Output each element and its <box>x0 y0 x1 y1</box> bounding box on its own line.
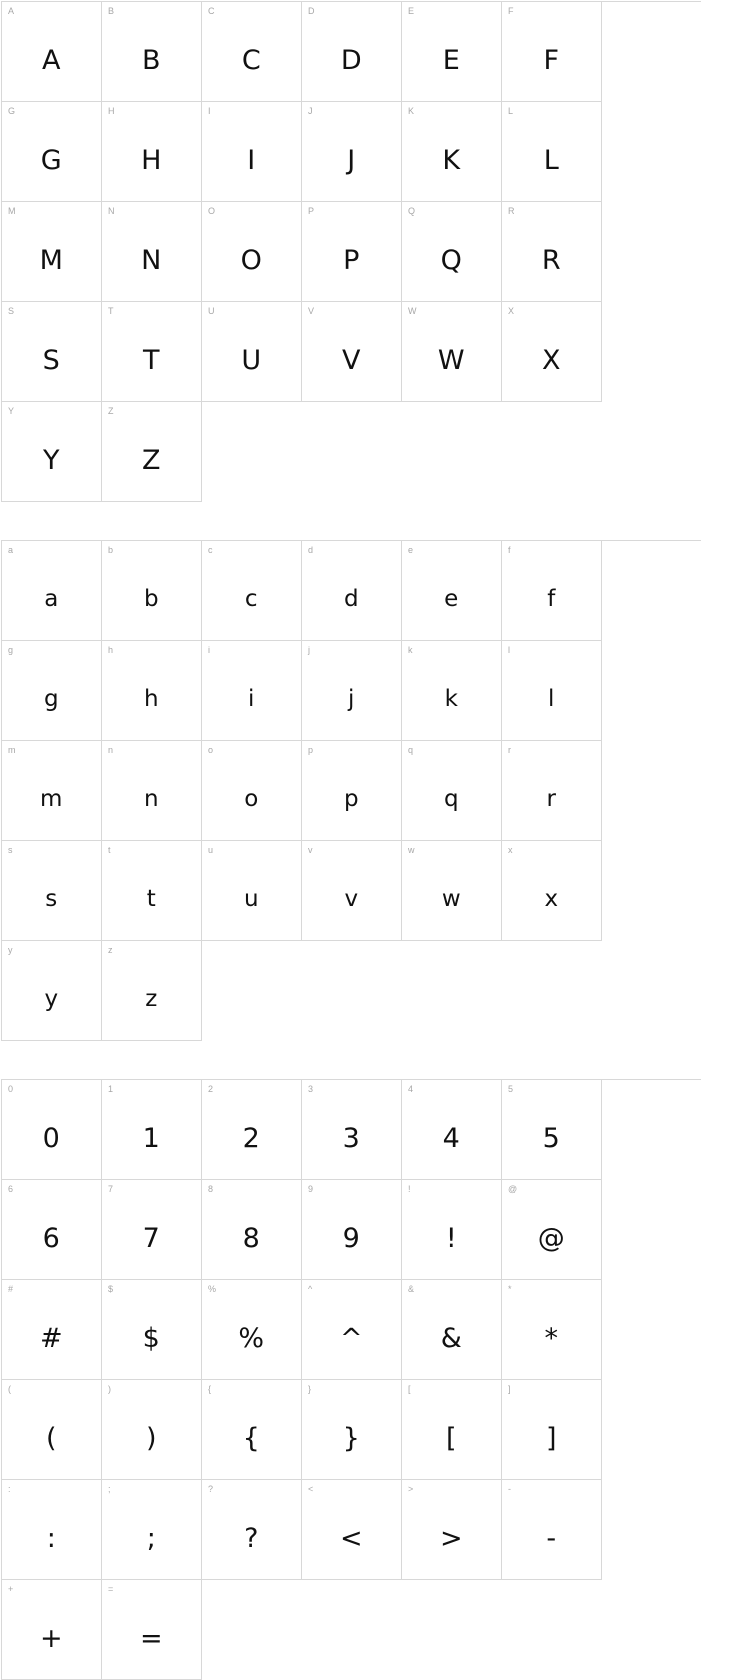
glyph-preview: W <box>437 344 466 376</box>
glyph-label: O <box>208 206 216 216</box>
glyph-label: s <box>8 845 13 855</box>
glyph-label: L <box>508 106 514 116</box>
glyph-label: 3 <box>308 1084 314 1094</box>
glyph-label: C <box>208 6 215 16</box>
glyph-preview: J <box>347 144 356 176</box>
glyph-cell[interactable] <box>2 1280 102 1380</box>
charset-block-lowercase <box>1 540 701 1041</box>
glyph-cell[interactable] <box>402 1280 502 1380</box>
glyph-label: U <box>208 306 215 316</box>
glyph-preview: < <box>339 1522 364 1554</box>
glyph-label: j <box>308 645 310 655</box>
glyph-preview: 6 <box>42 1222 61 1254</box>
glyph-cell[interactable] <box>102 102 202 202</box>
glyph-cell[interactable] <box>202 1180 302 1280</box>
glyph-preview: R <box>541 244 562 276</box>
glyph-label: u <box>208 845 214 855</box>
glyph-preview: P <box>343 244 360 276</box>
glyph-cell[interactable] <box>202 841 302 941</box>
glyph-label: f <box>508 545 511 555</box>
glyph-preview: h <box>143 685 160 712</box>
glyph-preview: 9 <box>342 1222 361 1254</box>
glyph-cell[interactable] <box>402 741 502 841</box>
glyph-cell[interactable] <box>302 741 402 841</box>
glyph-label: ] <box>508 1384 511 1394</box>
glyph-cell[interactable] <box>102 841 202 941</box>
glyph-label: m <box>8 745 16 755</box>
glyph-label: e <box>408 545 414 555</box>
glyph-preview: i <box>248 685 255 712</box>
glyph-preview: N <box>141 244 162 276</box>
glyph-label: D <box>308 6 315 16</box>
glyph-label: a <box>8 545 14 555</box>
glyph-cell[interactable] <box>302 1380 402 1480</box>
glyph-cell[interactable] <box>502 1480 602 1580</box>
glyph-preview: d <box>343 585 360 612</box>
glyph-cell[interactable] <box>502 841 602 941</box>
glyph-cell[interactable] <box>402 841 502 941</box>
glyph-preview: Z <box>142 444 161 476</box>
glyph-cell[interactable] <box>102 1280 202 1380</box>
glyph-cell[interactable] <box>502 1280 602 1380</box>
glyph-preview: @ <box>537 1222 566 1254</box>
glyph-preview: X <box>542 344 561 376</box>
glyph-cell[interactable] <box>102 541 202 641</box>
glyph-label: V <box>308 306 315 316</box>
glyph-preview: ) <box>145 1422 158 1454</box>
glyph-preview: t <box>146 885 157 912</box>
glyph-cell[interactable] <box>302 1180 402 1280</box>
glyph-cell[interactable] <box>2 641 102 741</box>
glyph-label: 6 <box>8 1184 14 1194</box>
glyph-cell[interactable] <box>402 102 502 202</box>
glyph-cell[interactable] <box>2 1580 102 1680</box>
glyph-preview: j <box>348 685 355 712</box>
glyph-preview: g <box>43 685 60 712</box>
block-spacer <box>0 502 740 540</box>
glyph-preview: $ <box>142 1322 161 1354</box>
glyph-cell[interactable] <box>202 102 302 202</box>
glyph-preview: } <box>342 1422 361 1454</box>
glyph-preview: s <box>45 885 58 912</box>
glyph-cell[interactable] <box>102 202 202 302</box>
glyph-cell[interactable] <box>2 741 102 841</box>
glyph-preview: 3 <box>342 1122 361 1154</box>
glyph-preview: z <box>145 985 158 1012</box>
glyph-label: J <box>308 106 313 116</box>
glyph-preview: D <box>340 44 363 76</box>
glyph-preview: S <box>42 344 61 376</box>
glyph-cell[interactable] <box>302 841 402 941</box>
glyph-label: X <box>508 306 515 316</box>
glyph-label: ^ <box>308 1284 313 1294</box>
glyph-cell[interactable] <box>202 741 302 841</box>
glyph-label: S <box>8 306 15 316</box>
glyph-label: E <box>408 6 415 16</box>
glyph-cell[interactable] <box>302 2 402 102</box>
glyph-preview: Y <box>43 444 60 476</box>
glyph-cell[interactable] <box>102 741 202 841</box>
glyph-cell[interactable] <box>102 641 202 741</box>
glyph-preview: & <box>440 1322 463 1354</box>
glyph-label: Z <box>108 406 114 416</box>
glyph-label: Y <box>8 406 15 416</box>
glyph-label: - <box>508 1484 511 1494</box>
glyph-preview: + <box>39 1622 64 1654</box>
glyph-preview: 4 <box>442 1122 461 1154</box>
glyph-cell[interactable] <box>402 541 502 641</box>
glyph-label: h <box>108 645 114 655</box>
glyph-label: v <box>308 845 313 855</box>
glyph-preview: ; <box>146 1522 157 1554</box>
glyph-cell[interactable] <box>402 1480 502 1580</box>
glyph-label: c <box>208 545 213 555</box>
glyph-label: : <box>8 1484 11 1494</box>
glyph-preview: v <box>344 885 359 912</box>
glyph-cell[interactable] <box>102 1380 202 1480</box>
glyph-cell[interactable] <box>502 1380 602 1480</box>
glyph-label: Q <box>408 206 416 216</box>
glyph-cell[interactable] <box>202 1080 302 1180</box>
glyph-preview: F <box>543 44 560 76</box>
charset-block-uppercase <box>1 1 701 502</box>
glyph-label: p <box>308 745 314 755</box>
glyph-label: i <box>208 645 210 655</box>
glyph-cell[interactable] <box>202 1280 302 1380</box>
glyph-preview: ^ <box>339 1322 364 1354</box>
glyph-label: o <box>208 745 214 755</box>
glyph-label: < <box>308 1484 314 1494</box>
glyph-label: } <box>308 1384 312 1394</box>
glyph-cell[interactable] <box>2 941 102 1041</box>
glyph-preview: 2 <box>242 1122 261 1154</box>
glyph-cell[interactable] <box>2 541 102 641</box>
glyph-cell[interactable] <box>402 1180 502 1280</box>
glyph-label: n <box>108 745 114 755</box>
glyph-preview: a <box>44 585 59 612</box>
glyph-label: ? <box>208 1484 214 1494</box>
glyph-preview: V <box>342 344 361 376</box>
glyph-preview: ( <box>45 1422 58 1454</box>
glyph-cell[interactable] <box>2 1080 102 1180</box>
glyph-preview: L <box>543 144 560 176</box>
glyph-cell[interactable] <box>102 1580 202 1680</box>
glyph-label: I <box>208 106 211 116</box>
glyph-cell[interactable] <box>102 302 202 402</box>
glyph-cell[interactable] <box>202 1480 302 1580</box>
glyph-preview: 8 <box>242 1222 261 1254</box>
glyph-preview: I <box>247 144 256 176</box>
glyph-preview: * <box>544 1322 559 1354</box>
glyph-preview: x <box>544 885 559 912</box>
glyph-preview: [ <box>445 1422 458 1454</box>
glyph-cell[interactable] <box>502 2 602 102</box>
glyph-label: * <box>508 1284 512 1294</box>
glyph-cell[interactable] <box>302 102 402 202</box>
glyph-label: > <box>408 1484 414 1494</box>
glyph-preview: A <box>42 44 61 76</box>
glyph-label: 5 <box>508 1084 514 1094</box>
glyph-label: ) <box>108 1384 111 1394</box>
glyph-label: F <box>508 6 514 16</box>
glyph-cell[interactable] <box>2 2 102 102</box>
glyph-cell[interactable] <box>302 641 402 741</box>
glyph-cell[interactable] <box>502 302 602 402</box>
glyph-cell[interactable] <box>102 1180 202 1280</box>
glyph-preview: > <box>439 1522 464 1554</box>
glyph-preview: 1 <box>142 1122 161 1154</box>
glyph-cell[interactable] <box>102 1480 202 1580</box>
glyph-preview: f <box>547 585 556 612</box>
glyph-cell[interactable] <box>202 641 302 741</box>
glyph-label: N <box>108 206 115 216</box>
glyph-label: ; <box>108 1484 111 1494</box>
glyph-cell[interactable] <box>202 1380 302 1480</box>
glyph-preview: = <box>139 1622 164 1654</box>
glyph-label: 1 <box>108 1084 114 1094</box>
glyph-label: b <box>108 545 114 555</box>
glyph-cell[interactable] <box>502 741 602 841</box>
glyph-label: K <box>408 106 415 116</box>
glyph-preview: y <box>44 985 59 1012</box>
glyph-cell[interactable] <box>202 2 302 102</box>
glyph-cell[interactable] <box>302 302 402 402</box>
glyph-cell[interactable] <box>2 102 102 202</box>
glyph-label: T <box>108 306 114 316</box>
glyph-cell[interactable] <box>2 202 102 302</box>
glyph-cell[interactable] <box>502 102 602 202</box>
glyph-cell[interactable] <box>2 302 102 402</box>
glyph-label: [ <box>408 1384 411 1394</box>
glyph-cell[interactable] <box>302 1480 402 1580</box>
glyph-preview: c <box>244 585 259 612</box>
charset-blocks <box>0 1 740 1680</box>
glyph-label: R <box>508 206 515 216</box>
glyph-preview: ? <box>244 1522 259 1554</box>
glyph-label: r <box>508 745 511 755</box>
glyph-cell[interactable] <box>102 1080 202 1180</box>
glyph-label: M <box>8 206 16 216</box>
glyph-cell[interactable] <box>202 302 302 402</box>
glyph-label: @ <box>508 1184 518 1194</box>
glyph-preview: u <box>243 885 260 912</box>
glyph-cell[interactable] <box>302 1080 402 1180</box>
glyph-label: d <box>308 545 314 555</box>
glyph-preview: 5 <box>542 1122 561 1154</box>
glyph-preview: k <box>444 685 459 712</box>
glyph-cell[interactable] <box>402 2 502 102</box>
glyph-label: { <box>208 1384 212 1394</box>
glyph-label: g <box>8 645 14 655</box>
glyph-label: B <box>108 6 115 16</box>
glyph-label: l <box>508 645 510 655</box>
glyph-label: = <box>108 1584 114 1594</box>
glyph-preview: b <box>143 585 160 612</box>
glyph-preview: Q <box>440 244 463 276</box>
glyph-preview: - <box>546 1522 557 1554</box>
glyph-preview: l <box>548 685 555 712</box>
glyph-cell[interactable] <box>102 941 202 1041</box>
glyph-label: A <box>8 6 15 16</box>
glyph-cell[interactable] <box>2 402 102 502</box>
glyph-cell[interactable] <box>402 1380 502 1480</box>
glyph-label: 8 <box>208 1184 214 1194</box>
glyph-preview: H <box>141 144 162 176</box>
glyph-label: # <box>8 1284 14 1294</box>
glyph-label: ( <box>8 1384 11 1394</box>
glyph-label: y <box>8 945 13 955</box>
glyph-cell[interactable] <box>402 202 502 302</box>
glyph-preview: ] <box>545 1422 558 1454</box>
glyph-cell[interactable] <box>402 302 502 402</box>
glyph-preview: ! <box>445 1222 458 1254</box>
glyph-cell[interactable] <box>102 402 202 502</box>
glyph-label: 9 <box>308 1184 314 1194</box>
glyph-cell[interactable] <box>202 541 302 641</box>
glyph-label: 0 <box>8 1084 14 1094</box>
glyph-preview: w <box>441 885 462 912</box>
glyph-preview: 0 <box>42 1122 61 1154</box>
glyph-label: & <box>408 1284 415 1294</box>
glyph-cell[interactable] <box>502 641 602 741</box>
glyph-label: 4 <box>408 1084 414 1094</box>
glyph-preview: G <box>40 144 63 176</box>
glyph-cell[interactable] <box>402 641 502 741</box>
glyph-preview: : <box>46 1522 57 1554</box>
glyph-cell[interactable] <box>302 541 402 641</box>
glyph-preview: M <box>39 244 64 276</box>
glyph-label: k <box>408 645 413 655</box>
glyph-cell[interactable] <box>2 841 102 941</box>
glyph-preview: U <box>241 344 262 376</box>
glyph-preview: C <box>241 44 262 76</box>
glyph-cell[interactable] <box>2 1480 102 1580</box>
glyph-label: z <box>108 945 113 955</box>
glyph-preview: { <box>242 1422 261 1454</box>
glyph-cell[interactable] <box>502 1080 602 1180</box>
block-spacer <box>0 1041 740 1079</box>
glyph-preview: n <box>143 785 160 812</box>
glyph-preview: B <box>141 44 162 76</box>
glyph-label: x <box>508 845 513 855</box>
glyph-cell[interactable] <box>502 1180 602 1280</box>
glyph-label: % <box>208 1284 217 1294</box>
glyph-label: 2 <box>208 1084 214 1094</box>
glyph-cell[interactable] <box>402 1080 502 1180</box>
glyph-cell[interactable] <box>2 1380 102 1480</box>
glyph-preview: e <box>444 585 459 612</box>
glyph-label: q <box>408 745 414 755</box>
glyph-label: H <box>108 106 115 116</box>
glyph-label: W <box>408 306 417 316</box>
glyph-cell[interactable] <box>502 202 602 302</box>
glyph-cell[interactable] <box>502 541 602 641</box>
glyph-label: t <box>108 845 111 855</box>
glyph-preview: T <box>143 344 160 376</box>
glyph-preview: 7 <box>142 1222 161 1254</box>
glyph-cell[interactable] <box>302 1280 402 1380</box>
glyph-preview: E <box>442 44 461 76</box>
charset-block-digits-and-symbols <box>1 1079 701 1680</box>
glyph-preview: O <box>240 244 263 276</box>
glyph-preview: r <box>546 785 557 812</box>
glyph-cell[interactable] <box>202 202 302 302</box>
glyph-label: ! <box>408 1184 411 1194</box>
glyph-preview: m <box>40 785 63 812</box>
glyph-label: P <box>308 206 315 216</box>
glyph-cell[interactable] <box>102 2 202 102</box>
glyph-label: w <box>408 845 415 855</box>
glyph-label: + <box>8 1584 14 1594</box>
glyph-preview: # <box>39 1322 64 1354</box>
glyph-label: 7 <box>108 1184 114 1194</box>
glyph-preview: % <box>238 1322 265 1354</box>
glyph-preview: K <box>442 144 461 176</box>
glyph-preview: q <box>443 785 460 812</box>
glyph-label: G <box>8 106 16 116</box>
glyph-cell[interactable] <box>302 202 402 302</box>
glyph-preview: o <box>244 785 259 812</box>
glyph-label: $ <box>108 1284 114 1294</box>
glyph-cell[interactable] <box>2 1180 102 1280</box>
glyph-preview: p <box>343 785 360 812</box>
